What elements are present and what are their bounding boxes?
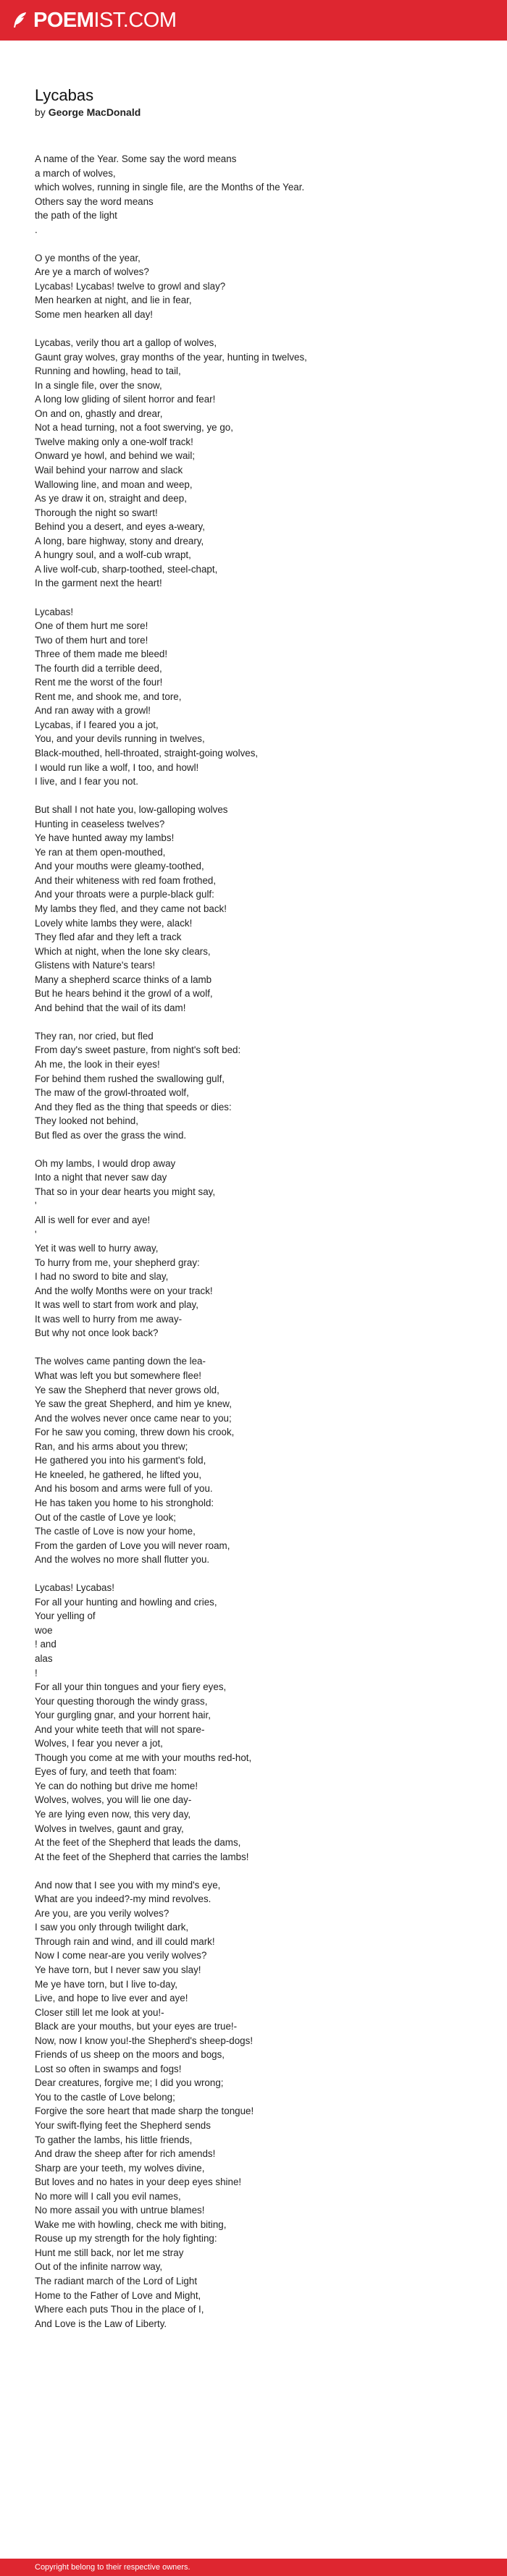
poem-line: Lycabas! Lycabas! twelve to growl and slay? [35,280,226,292]
poem-line: ' [35,1200,37,1212]
poem-line: And now that I see you with my mind's eye, [35,1879,221,1891]
poem-line: My lambs they fled, and they came not back! [35,903,227,914]
poem-line: Your swift-flying feet the Shepherd sends [35,2120,211,2132]
poem-line: Which at night, when the lone sky clears, [35,945,211,957]
stanza-break [35,1340,469,1355]
poem-line: the path of the light [35,210,117,221]
poem-line: Your yelling of [35,1610,96,1622]
poem-line: I had no sword to bite and slay, [35,1271,169,1283]
poem-line: Me ye have torn, but I live to-day, [35,1978,177,1990]
poem-line: Your questing thorough the windy grass, [35,1695,208,1707]
poem-line: It was well to hurry from me away- [35,1313,183,1325]
poem-line: Are you, are you verily wolves? [35,1907,169,1919]
poem-line: Eyes of fury, and teeth that foam: [35,1766,177,1778]
poem-line: To gather the lambs, his little friends, [35,2134,193,2145]
poem-content [35,85,469,2331]
poem-line: One of them hurt me sore! [35,620,148,632]
poem-line: Hunting in ceaseless twelves? [35,818,165,829]
poem-line: ! and [35,1639,56,1650]
poem-line: The maw of the growl-throated wolf, [35,1087,189,1099]
poem-line: Black-mouthed, hell-throated, straight-going wolves, [35,747,259,759]
poem-line: And his bosom and arms were full of you. [35,1483,213,1495]
poem-line: Wolves, I fear you never a jot, [35,1738,163,1749]
poem-line: Though you come at me with your mouths red-hot, [35,1752,252,1763]
poem-line: But loves and no hates in your deep eyes shine! [35,2176,242,2188]
feather-pen-icon [12,12,28,29]
poem-line: Three of them made me bleed! [35,649,168,660]
stanza-break [35,591,469,605]
poem-line: Yet it was well to hurry away, [35,1243,159,1254]
footer-bar [0,2559,507,2576]
poem-line: And your white teeth that will not spare- [35,1723,205,1735]
poem-line: Not a head turning, not a foot swerving, ye go, [35,422,233,434]
poem-line: For he saw you coming, threw down his crook, [35,1427,235,1438]
poem-line: No more will I call you evil names, [35,2190,181,2202]
poem-line: At the feet of the Shepherd that carries the lambs! [35,1851,249,1862]
poem-line: It was well to start from work and play, [35,1299,198,1311]
poem-line: You, and your devils running in twelves, [35,733,205,745]
poem-line: I saw you only through twilight dark, [35,1922,189,1933]
poem-line: From day's sweet pasture, from night's soft bed: [35,1044,241,1056]
poem-line: Ran, and his arms about you threw; [35,1440,188,1452]
poem-line: All is well for ever and aye! [35,1215,151,1226]
poem-line: Lycabas! [35,606,74,617]
poem-line: ! [35,1667,38,1678]
poem-line: Gaunt gray wolves, gray months of the year, hunting in twelves, [35,351,307,363]
poem-line: a march of wolves, [35,167,116,179]
poem-line: On and on, ghastly and drear, [35,407,163,419]
poem-line: The fourth did a terrible deed, [35,662,162,674]
stanza-break [35,1567,469,1582]
brand-name-bold: POEM [33,8,94,32]
poem-line: woe [35,1624,53,1636]
poem-line: And your throats were a purple-black gulf: [35,889,214,900]
poem-line: Glistens with Nature's tears! [35,960,156,971]
poem-line: Out of the infinite narrow way, [35,2261,163,2273]
poem-title: Lycabas [35,86,94,104]
poem-line: Ah me, the look in their eyes! [35,1059,160,1070]
poem-line: He gathered you into his garment's fold, [35,1455,206,1466]
poem-line: And behind that the wail of its dam! [35,1002,186,1013]
poem-line: Now, now I know you!-the Shepherd's sheep-dogs! [35,2035,254,2046]
stanza-break [35,789,469,803]
poem-line: No more assail you with untrue blames! [35,2205,205,2216]
poem-line: Ye saw the great Shepherd, and him ye knew, [35,1398,232,1410]
poem-line: The castle of Love is now your home, [35,1526,196,1537]
poem-line: Many a shepherd scarce thinks of a lamb [35,974,212,985]
poem-line: Rent me, and shook me, and tore, [35,691,182,702]
poem-line: And ran away with a growl! [35,705,151,717]
poem-line: But fled as over the grass the wind. [35,1129,187,1141]
poem-line: Others say the word means [35,195,154,207]
top-bar [0,0,507,41]
poem-line: which wolves, running in single file, are the Months of the Year. [35,182,305,193]
byline [35,106,469,119]
poem-line: And the wolves never once came near to you; [35,1412,232,1424]
poem-line: You to the castle of Love belong; [35,2091,175,2103]
stanza-break [35,1864,469,1878]
poem-line: I live, and I fear you not. [35,776,138,787]
poem-line: In the garment next the heart! [35,578,162,589]
poem-line: Twelve making only a one-wolf track! [35,436,193,447]
stanza-break [35,1015,469,1029]
poem-line: Rouse up my strength for the holy fighting: [35,2233,217,2245]
site-logo-link[interactable] [12,0,177,41]
poem-line: He has taken you home to his stronghold: [35,1497,214,1508]
poem-line: Black are your mouths, but your eyes are true!- [35,2021,238,2032]
poem-line: And your mouths were gleamy-toothed, [35,861,204,872]
poem-body [35,152,469,2331]
poem-line: A long, bare highway, stony and dreary, [35,535,204,546]
poem-line: Thorough the night so swart! [35,507,158,518]
poem-line: I would run like a wolf, I too, and howl! [35,761,199,773]
brand-name-light: IST.COM [93,8,177,32]
poem-line: Live, and hope to live ever and aye! [35,1993,188,2004]
author-name: George MacDonald [48,106,141,118]
poem-line: Home to the Father of Love and Might, [35,2289,201,2301]
poem-line: But why not once look back? [35,1327,159,1339]
poem-line: A hungry soul, and a wolf-cub wrapt, [35,549,191,561]
author-link[interactable] [49,106,141,118]
poem-line: . [35,224,38,235]
poem-line: And their whiteness with red foam frothed, [35,874,217,886]
poem-line: For all your hunting and howling and cries, [35,1596,217,1608]
poem-line: A long low gliding of silent horror and fear! [35,394,216,405]
poem-line: They fled afar and they left a track [35,932,182,943]
poem-line: What was left you but somewhere flee! [35,1370,201,1382]
poem-line: A live wolf-cub, sharp-toothed, steel-chapt, [35,563,218,575]
poem-line: Running and howling, head to tail, [35,366,181,377]
poem-line: The wolves came panting down the lea- [35,1356,206,1367]
poem-line: Wail behind your narrow and slack [35,465,183,476]
poem-line: The radiant march of the Lord of Light [35,2276,198,2287]
poem-line: Ye are lying even now, this very day, [35,1808,191,1820]
poem-line: Sharp are your teeth, my wolves divine, [35,2162,205,2174]
poem-line: Two of them hurt and tore! [35,634,148,646]
poem-line: Wake me with howling, check me with biting, [35,2218,227,2230]
poem-line: To hurry from me, your shepherd gray: [35,1257,200,1268]
stanza-break [35,1142,469,1157]
poem-line: Rent me the worst of the four! [35,677,163,688]
poem-line: At the feet of the Shepherd that leads the dams, [35,1837,241,1849]
poem-line: Onward ye howl, and behind we wail; [35,450,196,462]
poem-line: Through rain and wind, and ill could mark! [35,1935,215,1947]
poem-line: Your gurgling gnar, and your horrent hair, [35,1710,211,1721]
poem-line: But he hears behind it the growl of a wolf, [35,988,213,1000]
poem-line: As ye draw it on, straight and deep, [35,493,187,504]
poem-line: Wallowing line, and moan and weep, [35,478,193,490]
poem-line: Some men hearken all day! [35,309,154,321]
poem-line: And they fled as the thing that speeds or dies: [35,1101,232,1112]
poem-line: For behind them rushed the swallowing gulf, [35,1073,225,1084]
poem-line: But shall I not hate you, low-galloping wolves [35,804,228,816]
poem-line: O ye months of the year, [35,252,141,263]
poem-line: Behind you a desert, and eyes a-weary, [35,521,205,533]
stanza-break [35,237,469,251]
poem-line: And the wolves no more shall flutter you. [35,1554,210,1566]
byline-prefix: by [35,106,46,118]
copyright-text: Copyright belong to their respective owners. [35,2563,190,2572]
poem-line: Friends of us sheep on the moors and bogs, [35,2049,225,2061]
poem-line: And the wolfy Months were on your track! [35,1285,213,1296]
poem-line: Oh my lambs, I would drop away [35,1157,176,1169]
poem-line: Into a night that never saw day [35,1172,167,1183]
poem-line: What are you indeed?-my mind revolves. [35,1893,211,1905]
poem-line: A name of the Year. Some say the word means [35,153,237,164]
poem-line: Lovely white lambs they were, alack! [35,917,193,929]
poem-line: That so in your dear hearts you might say, [35,1186,216,1197]
poem-line: Wolves in twelves, gaunt and gray, [35,1823,184,1834]
poem-line: Ye ran at them open-mouthed, [35,846,166,858]
poem-line: Lycabas, verily thou art a gallop of wolves, [35,337,217,349]
poem-line: They looked not behind, [35,1115,138,1127]
poem-line: Ye have hunted away my lambs! [35,832,175,844]
poem-line: Are ye a march of wolves? [35,266,149,278]
poem-line: Lost so often in swamps and fogs! [35,2063,182,2074]
site-name [33,10,177,31]
poem-line: Ye have torn, but I never saw you slay! [35,1964,201,1975]
poem-line: Out of the castle of Love ye look; [35,1511,177,1523]
poem-line: Ye saw the Shepherd that never grows old, [35,1384,219,1395]
stanza-break [35,322,469,337]
poem-line: Where each puts Thou in the place of I, [35,2304,204,2315]
poem-line: Wolves, wolves, you will lie one day- [35,1794,192,1806]
poem-line: ' [35,1228,37,1240]
poem-line: Lycabas, if I feared you a jot, [35,719,159,730]
poem-line: Men hearken at night, and lie in fear, [35,295,192,306]
poem-line: Closer still let me look at you!- [35,2006,164,2018]
poem-line: For all your thin tongues and your fiery eyes, [35,1681,227,1693]
poem-line: Now I come near-are you verily wolves? [35,1950,207,1961]
poem-line: alas [35,1652,53,1664]
poem-line: In a single file, over the snow, [35,379,162,391]
poem-line: And draw the sheep after for rich amends! [35,2148,216,2160]
poem-line: Dear creatures, forgive me; I did you wrong; [35,2077,224,2089]
poem-line: Forgive the sore heart that made sharp the tongue! [35,2106,254,2117]
poem-line: From the garden of Love you will never roam, [35,1540,230,1551]
poem-line: Lycabas! Lycabas! [35,1582,114,1594]
poem-line: Ye can do nothing but drive me home! [35,1780,198,1791]
poem-line: They ran, nor cried, but fled [35,1030,154,1042]
poem-line: He kneeled, he gathered, he lifted you, [35,1469,202,1480]
poem-line: And Love is the Law of Liberty. [35,2318,167,2329]
poem-line: Hunt me still back, nor let me stray [35,2247,184,2258]
